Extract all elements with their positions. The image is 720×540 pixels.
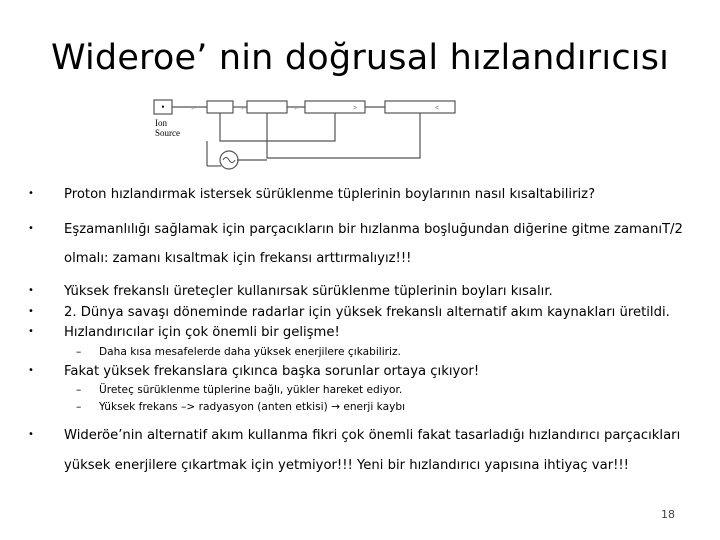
bullet-marker: •	[28, 188, 34, 199]
bullet-marker: •	[28, 223, 34, 234]
svg-text:•: •	[161, 102, 165, 112]
sub-bullet-text: Yüksek frekans –> radyasyon (anten etkisi) → enerji kaybı	[99, 401, 406, 413]
sub-bullet-text: Üreteç sürüklenme tüplerine bağlı, yükler hareket ediyor.	[99, 384, 403, 396]
svg-text:←: ←	[293, 105, 300, 112]
bullet-text: Wideröe’nin alternatif akım kullanma fikri çok önemli fakat tasarladığı hızlandırıcı parçacıkları	[64, 428, 681, 443]
svg-text:>: >	[353, 105, 358, 112]
bullet-text: Hızlandırıcılar için çok önemli bir gelişme!	[64, 325, 340, 340]
sub-bullet-marker: –	[76, 346, 82, 358]
linac-diagram	[145, 96, 465, 176]
bullet-marker: •	[28, 429, 34, 440]
sub-bullet-text: Daha kısa mesafelerde daha yüksek enerjilere çıkabiliriz.	[99, 346, 401, 358]
bullet-text: Fakat yüksek frekanslara çıkınca başka sorunlar ortaya çıkıyor!	[64, 364, 480, 379]
bullet-marker: •	[28, 365, 34, 376]
wire-lower	[267, 113, 420, 158]
bullet-text: yüksek enerjilere çıkartmak için yetmiyor!!! Yeni bir hızlandırıcı yapısına ihtiyaç var!!!	[64, 458, 629, 473]
bullet-text: Proton hızlandırmak istersek sürüklenme tüplerinin boylarının nasıl kısaltabiliriz?	[64, 187, 596, 202]
svg-text:<: <	[435, 105, 440, 112]
source-label: Source	[155, 128, 180, 138]
bullet-marker: •	[28, 326, 34, 337]
bullet-text: olmalı: zamanı kısaltmak için frekansı arttırmalıyız!!!	[64, 251, 412, 266]
wire-upper	[220, 113, 335, 141]
sub-bullet-marker: –	[76, 384, 82, 396]
svg-text:←: ←	[240, 105, 247, 112]
sub-bullet-marker: –	[76, 401, 82, 413]
bullet-text: 2. Dünya savaşı döneminde radarlar için yüksek frekanslı alternatif akım kaynakları üretildi.	[64, 305, 670, 320]
slide-title: Wideroe’ nin doğrusal hızlandırıcısı	[50, 38, 670, 78]
drift-tube-1	[207, 101, 233, 113]
drift-tube-2	[247, 101, 287, 113]
bullet-text: Eşzamanlılığı sağlamak için parçacıkların bir hızlanma boşluğundan diğerine gitme zamanıT/2	[64, 222, 683, 237]
page-number: 18	[661, 508, 675, 521]
svg-text:←: ←	[190, 105, 197, 112]
ion-label: Ion	[155, 118, 167, 128]
bullet-marker: •	[28, 306, 34, 317]
bullet-marker: •	[28, 285, 34, 296]
bullet-text: Yüksek frekanslı üreteçler kullanırsak sürüklenme tüplerinin boyları kısalır.	[64, 284, 553, 299]
drift-tube-4	[385, 101, 455, 113]
